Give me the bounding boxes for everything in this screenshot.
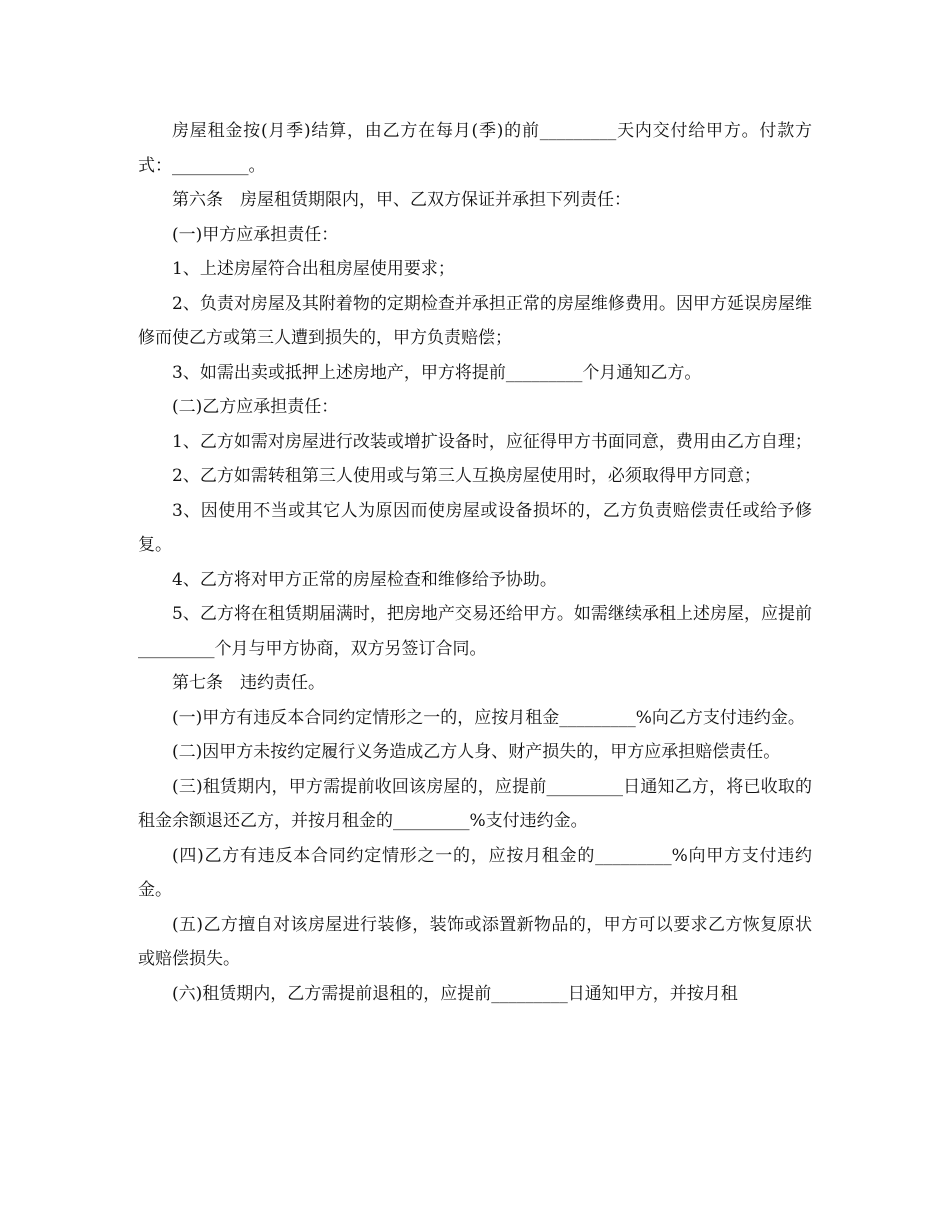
- paragraph-party-b-item-4: 4、乙方将对甲方正常的房屋检查和维修给予协助。: [172, 569, 557, 590]
- paragraph-breach-4: (四)乙方有违反本合同约定情形之一的，应按月租金的_________%向甲方支付违约金。: [138, 845, 812, 900]
- paragraph-breach-3: (三)租赁期内，甲方需提前收回该房屋的，应提前_________日通知乙方，将已收取的租金余额退还乙方，并按月租金的_________%支付违约金。: [138, 776, 812, 831]
- paragraph-breach-5: (五)乙方擅自对该房屋进行装修，装饰或添置新物品的，甲方可以要求乙方恢复原状或赔偿损失。: [138, 914, 812, 969]
- paragraph-breach-1: (一)甲方有违反本合同约定情形之一的，应按月租金_________%向乙方支付违约金。: [172, 707, 805, 728]
- paragraph-party-a-item-3: 3、如需出卖或抵押上述房地产，甲方将提前_________个月通知乙方。: [172, 362, 702, 383]
- paragraph-article-6-heading: 第六条 房屋租赁期限内，甲、乙双方保证并承担下列责任：: [172, 190, 631, 210]
- paragraph-party-a-heading: (一)甲方应承担责任：: [172, 224, 339, 245]
- paragraph-breach-2: (二)因甲方未按约定履行义务造成乙方人身、财产损失的，甲方应承担赔偿责任。: [172, 742, 781, 762]
- paragraph-party-b-item-1: 1、乙方如需对房屋进行改装或增扩设备时，应征得甲方书面同意，费用由乙方自理；: [172, 431, 812, 452]
- paragraph-party-a-item-1: 1、上述房屋符合出租房屋使用要求；: [172, 259, 455, 279]
- paragraph-rent-payment: 房屋租金按(月季)结算，由乙方在每月(季)的前_________天内交付给甲方。付款方式：_________。: [138, 121, 812, 176]
- paragraph-article-7-heading: 第七条 违约责任。: [172, 673, 325, 693]
- paragraph-party-b-item-2: 2、乙方如需转租第三人使用或与第三人互换房屋使用时，必须取得甲方同意；: [172, 466, 761, 486]
- paragraph-party-a-item-2: 2、负责对房屋及其附着物的定期检查并承担正常的房屋维修费用。因甲方延误房屋维修而使乙方或第三人遭到损失的，甲方负责赔偿；: [138, 293, 812, 348]
- paragraph-party-b-heading: (二)乙方应承担责任：: [172, 397, 339, 417]
- paragraph-party-b-item-3: 3、因使用不当或其它人为原因而使房屋或设备损坏的，乙方负责赔偿责任或给予修复。: [138, 500, 812, 555]
- paragraph-party-b-item-5: 5、乙方将在租赁期届满时，把房地产交易还给甲方。如需继续承租上述房屋，应提前_________个月与甲方协商，双方另签订合同。: [138, 604, 812, 659]
- paragraph-breach-6: (六)租赁期内，乙方需提前退租的，应提前_________日通知甲方，并按月租: [172, 983, 738, 1004]
